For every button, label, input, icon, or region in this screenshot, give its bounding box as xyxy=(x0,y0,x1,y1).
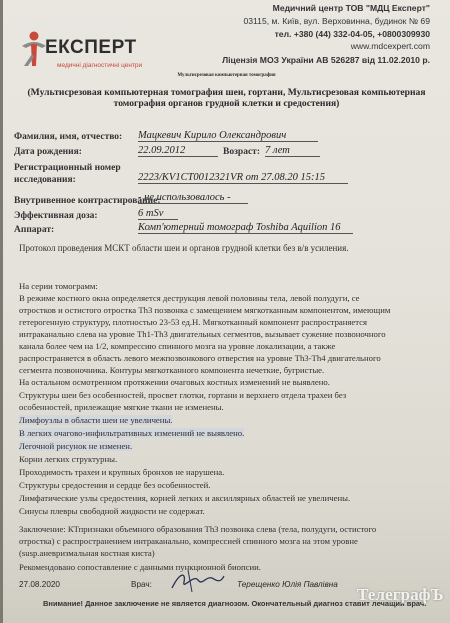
contrast-label: Внутривенное контрастирование: xyxy=(14,196,161,206)
age-label: Возраст: xyxy=(223,147,260,157)
findings-line: В режиме костного окна определяется деструкция левой половины тела, левой полудуги, се xyxy=(19,293,360,303)
center-phone: тел. +380 (44) 332-04-05, +0800309930 xyxy=(274,29,430,39)
device-label: Аппарат: xyxy=(14,225,55,235)
logo-name: ЕКСПЕРТ xyxy=(45,37,137,58)
findings-line: особенностей, прилежащие мягкие ткани не изменены. xyxy=(19,402,224,412)
conclusion-line: отростка) с распространением интраканально, компрессией спинного мозга на этом уровне xyxy=(19,536,358,546)
protocol-text: Протокол проведения МСКТ области шеи и органов грудной клетки без в/в усиления. xyxy=(19,243,349,253)
age-value: 7 лет xyxy=(265,145,320,157)
conclusion-line: Заключение: КТпризнаки объемного образования Th3 позвонка слева (тела, полудуги, остистого xyxy=(19,524,377,534)
findings-line: отростков и остистого отростка Th3 позвонка с замещением мягкотканным компонентом, имеющим xyxy=(19,305,391,315)
dose-value: 6 mSv xyxy=(138,208,178,220)
doctor-name: Терещенко Юлія Павлівна xyxy=(237,580,338,589)
findings-line: Синусы плевры свободной жидкости не содержат. xyxy=(19,506,205,516)
findings-line: Корни легких структурны. xyxy=(19,454,118,464)
conclusion-line: (susp.аневризмальная костная киста) xyxy=(19,548,155,558)
signature-image xyxy=(168,568,228,594)
findings-line: распространяется в область левого межпозвонкового отверстия на уровне Th3-Th4 двигательного xyxy=(19,353,381,363)
findings-line: На остальном осмотренном протяжении очаговых костных изменений не выявлено. xyxy=(19,377,330,387)
findings-line: канала более чем на 1/2, компрессию спинного мозга на уровне локализации, а также xyxy=(19,341,336,351)
center-site: www.mdcexpert.com xyxy=(350,41,430,51)
dose-label: Эффективная доза: xyxy=(14,211,98,221)
disclaimer-text: Внимание! Данное заключение не является диагнозом. Окончательный диагноз ставит лечащий врач. xyxy=(43,599,427,608)
findings-intro: На серии томограмм: xyxy=(19,281,98,291)
name-label: Фамилия, имя, отчество: xyxy=(14,132,123,142)
report-date: 27.08.2020 xyxy=(19,580,60,589)
document-title: Мультисрезовая компьютерная томография xyxy=(177,73,276,78)
center-address: 03115, м. Київ, вул. Верховинна, будинок № 69 xyxy=(243,16,430,26)
findings-line: Структуры средостения и сердце без особенностей. xyxy=(19,480,211,490)
doctor-label: Врач: xyxy=(131,580,152,589)
findings-line: Легочной рисунок не изменен. xyxy=(19,441,133,451)
reg-label-line1: Регистрационный номер xyxy=(14,163,121,173)
center-name: Медичний центр ТОВ "МДЦ Експерт" xyxy=(272,3,430,13)
reg-label-line2: исследования: xyxy=(14,175,76,185)
dob-value: 22.09.2012 xyxy=(138,145,218,157)
document-page xyxy=(3,0,450,623)
findings-line: Структуры шеи без особенностей, просвет глотки, гортани и верхнего отдела трахеи без xyxy=(19,390,347,400)
dob-label: Дата рождения: xyxy=(14,147,82,157)
contrast-value: - не использовалось - xyxy=(138,192,248,204)
device-value: Комп'ютерний томограф Toshiba Aquilion 16 xyxy=(138,222,353,234)
reg-value: 2223/KV1CT0012321VR от 27.08.20 15:15 xyxy=(138,172,348,184)
name-value: Мацкевич Кирило Олександрович xyxy=(138,130,318,142)
document-subtitle: (Мультисрезовая компьютерная томография шеи, гортани, Мультисрезовая компьютерная томография органов грудной клетки и средостения) xyxy=(27,87,426,109)
recommendation-text: Рекомендовано сопоставление с данными пункционной биопсии. xyxy=(19,562,261,572)
findings-line: Лимфатические узлы средостения, корней легких и аксиллярных областей не увеличены. xyxy=(19,493,351,503)
findings-line: Проходимость трахеи и крупных бронхов не нарушена. xyxy=(19,467,225,477)
findings-line: интраканально слева на уровне Th1-Th3 двигательных сегментов, вызывает сужение позвоночного xyxy=(19,329,386,339)
findings-line: сегмента позвоночника. Контуры мягкотканного компонента нечеткие, бугристые. xyxy=(19,365,325,375)
watermark-logo: ТелеграфЪ xyxy=(357,585,444,604)
license-text: Ліцензія МОЗ України АВ 526287 від 11.02.2010 р. xyxy=(222,55,430,65)
findings-line: гетерогенную структуру, плотностью 23-53 ед.Н. Мягкотканный компонент распространяется xyxy=(19,317,368,327)
findings-line: Лимфоузлы в области шеи не увеличены. xyxy=(19,415,173,425)
logo-subtitle: медичні діагностичні центри xyxy=(57,62,143,69)
findings-line: В легких очагово-инфильтративных изменений не выявлено. xyxy=(19,428,245,438)
